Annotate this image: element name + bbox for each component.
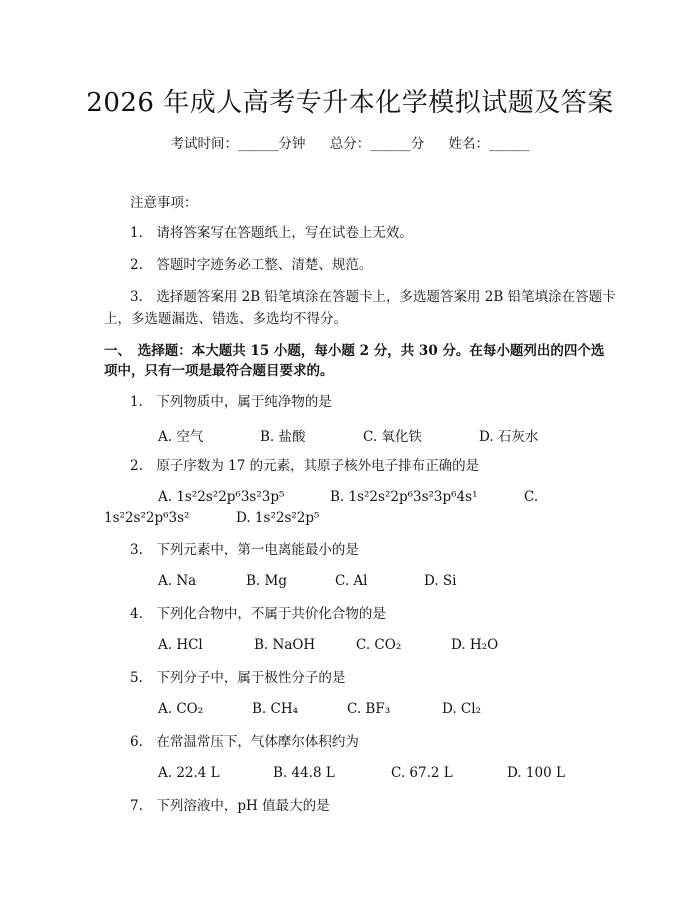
option: A. HCl bbox=[158, 637, 203, 653]
note-item: 1. 请将答案写在答题纸上，写在试卷上无效。 bbox=[130, 225, 413, 241]
exam-name: 姓名：______ bbox=[448, 136, 530, 152]
option: A. CO₂ bbox=[158, 701, 204, 717]
exam-time: 考试时间：______分钟 bbox=[170, 136, 306, 152]
option: C. bbox=[524, 489, 539, 505]
notes-heading: 注意事项： bbox=[130, 195, 198, 211]
option: C. 67.2 L bbox=[391, 765, 453, 781]
option: C. 氧化铁 bbox=[363, 429, 422, 445]
option: D. Cl₂ bbox=[442, 701, 481, 717]
option: B. 盐酸 bbox=[260, 429, 306, 445]
option: B. 1s²2s²2p⁶3s²3p⁶4s¹ bbox=[330, 489, 478, 505]
question-stem: 7. 下列溶液中，pH 值最大的是 bbox=[130, 798, 330, 814]
option: A. 22.4 L bbox=[158, 765, 220, 781]
exam-info bbox=[0, 132, 700, 152]
option: B. CH₄ bbox=[252, 701, 299, 717]
page-title: 2026 年成人高考专升本化学模拟试题及答案 bbox=[86, 88, 614, 118]
question-stem: 5. 下列分子中，属于极性分子的是 bbox=[130, 670, 346, 686]
option: C. CO₂ bbox=[356, 637, 402, 653]
option: B. Mg bbox=[246, 573, 287, 589]
option: D. Si bbox=[424, 573, 457, 589]
option: D. 石灰水 bbox=[479, 429, 539, 445]
exam-score: 总分：______分 bbox=[329, 136, 425, 152]
option: D. 1s²2s²2p⁵ bbox=[236, 510, 320, 526]
option: C. Al bbox=[335, 573, 368, 589]
option: A. 1s²2s²2p⁶3s²3p⁵ bbox=[158, 489, 285, 505]
question-stem: 6. 在常温常压下，气体摩尔体积约为 bbox=[130, 734, 359, 750]
section-heading-cont: 项中，只有一项是最符合题目要求的。 bbox=[104, 363, 334, 379]
option: A. Na bbox=[158, 573, 197, 589]
note-item: 3. 选择题答案用 2B 铅笔填涂在答题卡上，多选题答案用 2B 铅笔填涂在答题卡上，多选题漏选、错选、多选均不得分。 bbox=[104, 289, 616, 327]
option: D. 100 L bbox=[507, 765, 565, 781]
question-stem: 4. 下列化合物中，不属于共价化合物的是 bbox=[130, 606, 386, 622]
section-heading: 一、 选择题：本大题共 15 小题，每小题 2 分，共 30 分。在每小题列出的四个选 bbox=[104, 343, 605, 359]
option: B. 44.8 L bbox=[273, 765, 335, 781]
note-item: 2. 答题时字迹务必工整、清楚、规范。 bbox=[130, 257, 373, 273]
option: 1s²2s²2p⁶3s² bbox=[104, 510, 190, 526]
question-stem: 1. 下列物质中，属于纯净物的是 bbox=[130, 394, 332, 410]
option: C. BF₃ bbox=[347, 701, 391, 717]
option: D. H₂O bbox=[451, 637, 499, 653]
question-stem: 3. 下列元素中，第一电离能最小的是 bbox=[130, 542, 359, 558]
option: B. NaOH bbox=[254, 637, 316, 653]
option: A. 空气 bbox=[158, 429, 204, 445]
question-stem: 2. 原子序数为 17 的元素，其原子核外电子排布正确的是 bbox=[130, 458, 480, 474]
